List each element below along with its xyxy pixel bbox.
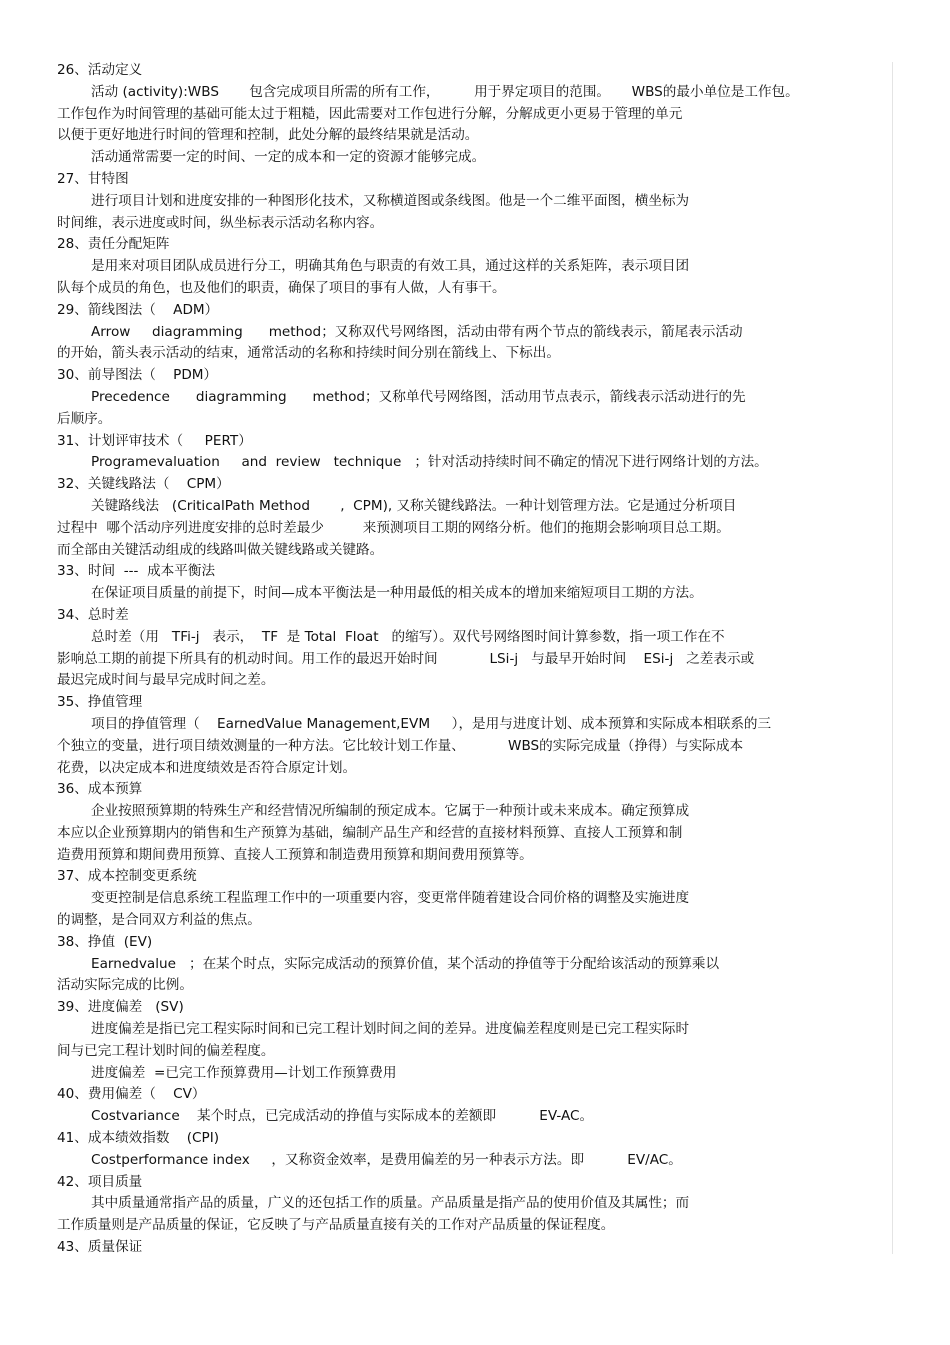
section-heading: 42、项目质量 bbox=[57, 1173, 143, 1190]
body-line: Costvariance 某个时点，已完成活动的挣值与实际成本的差额即 EV-AC。 bbox=[91, 1108, 594, 1125]
body-line: 在保证项目质量的前提下，时间—成本平衡法是一种用最低的相关成本的增加来缩短项目工期的方法。 bbox=[91, 585, 703, 602]
section-heading: 35、挣值管理 bbox=[57, 694, 143, 711]
body-line: 项目的挣值管理（ EarnedValue Management,EVM ），是用与进度计划、成本预算和实际成本相联系的三 bbox=[91, 715, 772, 732]
body-line: 活动通常需要一定的时间、一定的成本和一定的资源才能够完成。 bbox=[91, 149, 486, 166]
body-line: 花费，以决定成本和进度绩效是否符合原定计划。 bbox=[57, 759, 357, 776]
body-line: 关键路线法 (CriticalPath Method , CPM), 又称关键线路法。一种计划管理方法。它是通过分析项目 bbox=[91, 497, 737, 514]
section-heading: 34、总时差 bbox=[57, 606, 129, 623]
body-line: 个独立的变量，进行项目绩效测量的一种方法。它比较计划工作量、 WBS的实际完成量（挣得）与实际成本 bbox=[57, 737, 744, 754]
section-heading: 33、时间 --- 成本平衡法 bbox=[57, 563, 216, 580]
section-heading: 41、成本绩效指数 (CPI) bbox=[57, 1130, 220, 1147]
body-line: 时间维，表示进度或时间，纵坐标表示活动名称内容。 bbox=[57, 214, 384, 231]
body-line: 活动 (activity):WBS 包含完成项目所需的所有工作， 用于界定项目的范围。 WBS的最小单位是工作包。 bbox=[91, 83, 799, 100]
body-line: Programevaluation and review technique ；针对活动持续时间不确定的情况下进行网络计划的方法。 bbox=[91, 454, 768, 471]
document-body bbox=[57, 60, 885, 1259]
body-line: 是用来对项目团队成员进行分工，明确其角色与职责的有效工具，通过这样的关系矩阵，表示项目团 bbox=[91, 258, 690, 275]
body-line: 进度偏差 =已完工作预算费用—计划工作预算费用 bbox=[91, 1064, 397, 1081]
body-line: 以便于更好地进行时间的管理和控制，此处分解的最终结果就是活动。 bbox=[57, 127, 479, 144]
section-heading: 29、箭线图法（ ADM） bbox=[57, 301, 219, 318]
body-line: 过程中 哪个活动序列进度安排的总时差最少 来预测项目工期的网络分析。他们的拖期会影响项目总工期。 bbox=[57, 519, 730, 536]
body-line: 变更控制是信息系统工程监理工作中的一项重要内容，变更常伴随着建设合同价格的调整及实施进度 bbox=[91, 890, 690, 907]
body-line: 影响总工期的前提下所具有的机动时间。用工作的最迟开始时间 LSi-j 与最早开始时间 ESi-j 之差表示或 bbox=[57, 650, 755, 667]
body-line: 其中质量通常指产品的质量，广义的还包括工作的质量。产品质量是指产品的使用价值及其属性；而 bbox=[91, 1195, 690, 1212]
body-line: 工作包作为时间管理的基础可能太过于粗糙，因此需要对工作包进行分解，分解成更小更易于管理的单元 bbox=[57, 105, 683, 122]
section-heading: 32、关键线路法（ CPM） bbox=[57, 476, 230, 493]
body-line: 的开始，箭头表示活动的结束，通常活动的名称和持续时间分别在箭线上、下标出。 bbox=[57, 345, 560, 362]
section-heading: 40、费用偏差（ CV） bbox=[57, 1086, 206, 1103]
body-line: 进行项目计划和进度安排的一种图形化技术，又称横道图或条线图。他是一个二维平面图，横坐标为 bbox=[91, 192, 690, 209]
section-heading: 31、计划评审技术（ PERT） bbox=[57, 432, 252, 449]
section-heading: 27、甘特图 bbox=[57, 170, 129, 187]
body-line: 活动实际完成的比例。 bbox=[57, 977, 193, 994]
body-line: 企业按照预算期的特殊生产和经营情况所编制的预定成本。它属于一种预计或未来成本。确定预算成 bbox=[91, 803, 690, 820]
section-heading: 43、质量保证 bbox=[57, 1239, 143, 1256]
section-heading: 37、成本控制变更系统 bbox=[57, 868, 197, 885]
page-edge-rule bbox=[892, 62, 893, 1254]
body-line: 而全部由关键活动组成的线路叫做关键线路或关键路。 bbox=[57, 541, 384, 558]
body-line: 间与已完工程计划时间的偏差程度。 bbox=[57, 1042, 275, 1059]
body-line: 进度偏差是指已完工程实际时间和已完工程计划时间之间的差异。进度偏差程度则是已完工程实际时 bbox=[91, 1021, 690, 1038]
body-line: 的调整，是合同双方利益的焦点。 bbox=[57, 912, 261, 929]
body-line: Arrow diagramming method；又称双代号网络图，活动由带有两个节点的箭线表示，箭尾表示活动 bbox=[91, 323, 743, 340]
body-line: Earnedvalue ；在某个时点，实际完成活动的预算价值，某个活动的挣值等于分配给该活动的预算乘以 bbox=[91, 955, 720, 972]
body-line: 总时差（用 TFi-j 表示， TF 是 Total Float 的缩写）。双代号网络图时间计算参数，指一项工作在不 bbox=[91, 628, 725, 645]
body-line: 后顺序。 bbox=[57, 410, 112, 427]
body-line: 本应以企业预算期内的销售和生产预算为基础，编制产品生产和经营的直接材料预算、直接人工预算和制 bbox=[57, 824, 683, 841]
body-line: 造费用预算和期间费用预算、直接人工预算和制造费用预算和期间费用预算等。 bbox=[57, 846, 533, 863]
body-line: Costperformance index ，又称资金效率，是费用偏差的另一种表示方法。即 EV/AC。 bbox=[91, 1151, 682, 1168]
section-heading: 30、前导图法（ PDM） bbox=[57, 367, 218, 384]
section-heading: 39、进度偏差 (SV) bbox=[57, 999, 184, 1016]
body-line: Precedence diagramming method；又称单代号网络图，活动用节点表示，箭线表示活动进行的先 bbox=[91, 388, 746, 405]
section-heading: 26、活动定义 bbox=[57, 62, 143, 78]
body-line: 队每个成员的角色，也及他们的职责，确保了项目的事有人做，人有事干。 bbox=[57, 279, 506, 296]
section-heading: 38、挣值 (EV) bbox=[57, 933, 153, 950]
section-heading: 36、成本预算 bbox=[57, 781, 143, 798]
body-line: 最迟完成时间与最早完成时间之差。 bbox=[57, 672, 275, 689]
section-heading: 28、责任分配矩阵 bbox=[57, 236, 170, 253]
body-line: 工作质量则是产品质量的保证，它反映了与产品质量直接有关的工作对产品质量的保证程度。 bbox=[57, 1217, 615, 1234]
